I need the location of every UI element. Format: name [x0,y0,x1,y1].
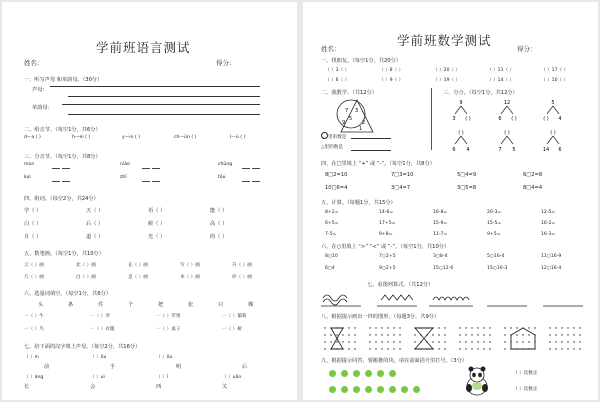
m-q5-item[interactable]: 9+8= [379,232,393,237]
green-dot [401,386,408,393]
q6-heading: 六、选量词填空。（每空1分，共6分） [24,291,112,297]
q6-item[interactable]: 一（ ）树 [222,327,242,332]
svg-text:9: 9 [459,100,463,106]
q7-pinyin[interactable]: （ ）ǒu [156,355,173,360]
svg-text:5: 5 [512,147,516,153]
q1-heading: 一、听写声母 和单韵母。（30分） [24,77,103,83]
m-q6-heading: 六、在○里填上 “>” “<” 或 “-”。（每空1分，共10分） [321,244,450,250]
m-q4-item[interactable]: 3□5=8 [457,185,477,191]
q6-word: 把 [158,302,164,308]
q3-syllable: kuì [24,175,31,180]
shengmu-label: 声母： [32,87,48,93]
m-q1-item[interactable]: （ ）20（ ） [433,68,461,73]
green-dot [413,386,420,393]
m-q6-item[interactable]: 11○16-9 [541,254,562,259]
q4-item[interactable]: 能（ ） [210,208,228,214]
q5-item[interactable]: 本（ ）画 [180,275,200,280]
m-q5-item[interactable]: 14-6= [379,210,394,215]
svg-text:6: 6 [558,147,562,153]
m-q1-item[interactable]: （ ）10（ ） [541,78,569,83]
svg-text:4: 4 [466,147,470,153]
m-q4-item[interactable]: 6□2=8 [523,172,543,178]
q9-answer: （ ）次数定 [513,371,538,376]
m-q1-heading: 一、找朋友。（每空1分，共20分） [321,58,401,64]
m-q5-item[interactable]: 16-2= [541,221,556,226]
svg-text:( ): ( ) [504,130,510,136]
svg-text:( ): ( ) [458,130,464,136]
q2-item: y—in ( ) [122,135,141,140]
m-q5-item[interactable]: 20-3= [487,210,502,215]
svg-text:2: 2 [362,120,366,126]
answer-line[interactable] [50,86,260,87]
m-q6-item[interactable]: 5○16-4 [487,254,505,259]
svg-text:12: 12 [503,100,511,106]
svg-text:( ): ( ) [543,116,549,122]
q5-item[interactable]: 是（ ）画 [128,275,148,280]
q7-char: 后 [242,364,248,370]
m-q5-item[interactable]: 15-5= [487,221,502,226]
m-q1-item[interactable]: （ ）14（ ） [487,78,515,83]
q6-word: 件 [98,302,104,308]
m-q6-item[interactable]: 15○16-3 [487,266,508,271]
panda-icon [461,366,493,396]
q2-item: h—ei ( ) [72,135,91,140]
green-dot [341,386,348,393]
svg-text:4: 4 [558,116,562,122]
svg-text:( ): ( ) [465,116,471,122]
m-q1-item[interactable]: （ ）8（ ） [379,68,404,73]
q4-heading: 四、组词。（每空2分，共24分） [24,196,99,202]
q2-heading: 二、组音节。（每空1分，共6分） [24,127,101,133]
m-q5-heading: 五、计算。（每题1分，共15分） [321,200,396,206]
q7-char: 明 [176,364,182,370]
circle-icon [321,132,328,139]
answer-line[interactable] [68,114,260,115]
green-dot [353,370,360,377]
svg-text:3: 3 [452,116,456,122]
svg-text:6: 6 [498,116,502,122]
green-dot [341,370,348,377]
svg-text:7: 7 [345,108,349,114]
svg-text:7: 7 [498,147,502,153]
m-q5-item[interactable]: 9+5= [487,232,501,237]
m-q5-item[interactable]: 12-5= [541,210,556,215]
m-q4-item[interactable]: 7□3=10 [391,172,414,178]
score-label: 得分： [517,45,537,53]
q5-item[interactable]: 云（ ）画 [24,263,44,268]
m-q5-item[interactable]: 17+5= [379,221,396,226]
answer-line[interactable] [62,104,260,105]
q4-item[interactable]: 道（ ） [86,234,104,240]
q4-item[interactable]: 光（ ） [148,234,166,240]
language-test-sheet [2,2,297,400]
q6-item[interactable]: 一（ ）苹果 [156,314,181,319]
m-q4-heading: 四、在□里填上 “+” 或 “-”。（每空1分，共8分） [321,161,435,167]
m-q1-item[interactable]: （ ）19（ ） [433,78,461,83]
answer-line[interactable] [351,138,391,139]
q6-word: 条 [68,302,74,308]
q6-item[interactable]: 一（ ）衣服 [90,327,115,332]
q5-item[interactable]: 几（ ）画 [24,275,44,280]
q5-heading: 五、数笔画。（每空1分，共10分） [24,251,104,257]
page-title: 学前班数学测试 [397,33,492,48]
q9-answer: （ ）次数定 [513,387,538,392]
q6-item[interactable]: 一（ ）葡萄 [222,314,247,319]
q7-pinyin[interactable]: （ ）ǒu [90,355,107,360]
green-dot [329,386,336,393]
m-q5-item[interactable]: 6+5= [325,221,339,226]
green-dot [389,370,396,377]
m-q6-item[interactable]: 6○4 [325,266,335,271]
split-combine-trees [447,98,587,156]
triangle-question: △里的数是 [321,145,343,150]
svg-text:5: 5 [551,100,555,106]
svg-text:( ): ( ) [511,116,517,122]
svg-text:3: 3 [355,108,359,114]
m-q9-heading: 九、根据提示回答，要搬推的块，请在前面括号里打号。（3分） [321,358,467,364]
q7-pinyin[interactable]: （ ）uì [90,375,105,380]
q6-word: 张 [188,302,194,308]
math-test-sheet [303,2,598,400]
q4-item[interactable]: 后（ ） [86,221,104,227]
q7-char: 长 [24,384,30,390]
q6-item[interactable]: 一（ ）鸟 [24,327,44,332]
q7-char: 会 [90,384,96,390]
q4-item[interactable]: 语（ ） [148,208,166,214]
m-q1-item[interactable]: （ ）9（ ） [379,78,404,83]
q6-item[interactable]: 一（ ）伞 [90,314,110,319]
q4-item[interactable]: 天（ ） [86,208,104,214]
m-q1-item[interactable]: （ ）3（ ） [325,68,350,73]
m-q7-heading: 七、看图列算式。（共12分） [367,282,434,288]
m-q2-heading: 二、我数学。（共12分） [321,90,377,96]
svg-text:1: 1 [359,126,363,132]
q4-item[interactable]: 的（ ） [210,234,228,240]
dot-grids[interactable] [321,324,591,352]
q7-pinyin[interactable]: （ ）ī [156,375,168,380]
q6-word: 只 [218,302,224,308]
m-q1-item[interactable]: （ ）17（ ） [541,68,569,73]
q3-syllable: tōu [218,175,226,180]
q5-item[interactable]: 写（ ）画 [180,263,200,268]
svg-text:5: 5 [349,116,353,122]
q6-item[interactable]: 一（ ）桌子 [156,327,181,332]
m-q5-item[interactable]: 16-3= [541,232,556,237]
m-q3-heading: 三、分合。（每空1分，共12分） [443,90,518,96]
m-q6-item[interactable]: 9○2+5 [379,266,396,271]
m-q5-item[interactable]: 15-9= [433,221,448,226]
m-q4-item[interactable]: 8□4=4 [523,185,543,191]
danyunmu-label: 单韵母： [32,105,53,111]
q7-heading: 七、给下面的汉字填上声母。（每空2分，共16分） [24,344,141,350]
m-q6-item[interactable]: 8○10 [325,254,338,259]
divider [431,88,432,150]
q5-item[interactable]: 长（ ）画 [128,263,148,268]
q2-item: l—ü ( ) [230,135,246,140]
m-q8-heading: 八、根据提示画出一样的图形。（每题3分，共9分） [321,314,440,320]
answer-line[interactable] [351,150,391,151]
q3-syllable: chūng [218,162,233,167]
m-q6-item[interactable]: 7○2+5 [379,254,396,259]
q7-char: 前 [44,364,50,370]
q2-item: d—a ( ) [24,135,41,140]
svg-text:14: 14 [542,147,550,153]
q5-item[interactable]: 白（ ）画 [76,275,96,280]
svg-text:9: 9 [342,120,346,126]
green-dot [365,370,372,377]
svg-text:6: 6 [452,147,456,153]
q7-char: 关 [222,384,228,390]
green-dot [329,370,336,377]
score-label: 得分： [216,59,236,67]
green-dot [377,386,384,393]
m-q4-item[interactable]: 10□6=4 [325,185,348,191]
green-dot [389,386,396,393]
name-label: 姓名： [24,59,44,67]
q6-word: 棵 [248,302,254,308]
q7-char: 西 [156,384,162,390]
triangle-icon: △ [321,145,325,150]
name-label: 姓名： [321,45,341,53]
m-q6-item[interactable]: 12○16-4 [541,266,562,271]
pattern-strip [321,292,591,308]
m-q6-item[interactable]: 15○12-6 [433,266,454,271]
green-dot [365,386,372,393]
green-dot [353,386,360,393]
q6-word: 头 [38,302,44,308]
q7-pinyin[interactable]: （ ）ìn [24,355,39,360]
q4-item[interactable]: 白（ ） [24,221,42,227]
m-q6-item[interactable]: 3○8-4 [433,254,448,259]
m-q4-item[interactable]: 8□2=10 [325,172,348,178]
answer-line[interactable] [68,96,260,97]
m-q5-item[interactable]: 11-7= [433,232,448,237]
q5-item[interactable]: 北（ ）画 [76,263,96,268]
q4-item[interactable]: 候（ ） [148,221,166,227]
q2-item: ch—ün ( ) [174,135,197,140]
q3-syllable: mùn [24,162,35,167]
q5-item[interactable]: 升（ ）画 [232,263,252,268]
svg-text:( ): ( ) [550,130,556,136]
q3-syllable: niǎo [120,162,130,167]
q4-item[interactable]: 高（ ） [210,221,228,227]
q7-char: 手 [110,364,116,370]
q5-item[interactable]: 你（ ）画 [232,275,252,280]
q7-pinyin[interactable]: （ ）uān [222,375,242,380]
q6-word: 个 [128,302,134,308]
green-dot [377,370,384,377]
q3-syllable: zhī [120,175,127,180]
circle-question: 里的数是 [321,132,346,140]
m-q5-item[interactable]: 16-8= [433,210,448,215]
page-title: 学前班语言测试 [96,40,191,55]
m-q1-item[interactable]: （ ）6（ ） [325,78,350,83]
q7-pinyin[interactable]: （ ）áng [24,375,44,380]
m-q4-item[interactable]: 5□4=9 [457,172,477,178]
q3-heading: 三、分音节。（每空1分，共8分） [24,154,101,160]
m-q4-item[interactable]: 3□4=7 [391,185,411,191]
q4-item[interactable]: 学（ ） [24,208,42,214]
q4-item[interactable]: 月（ ） [24,234,42,240]
q6-item[interactable]: 一（ ）牛 [24,314,44,319]
m-q5-item[interactable]: 7-5= [325,232,337,237]
m-q1-item[interactable]: （ ）11（ ） [487,68,515,73]
m-q5-item[interactable]: 8+2= [325,210,339,215]
